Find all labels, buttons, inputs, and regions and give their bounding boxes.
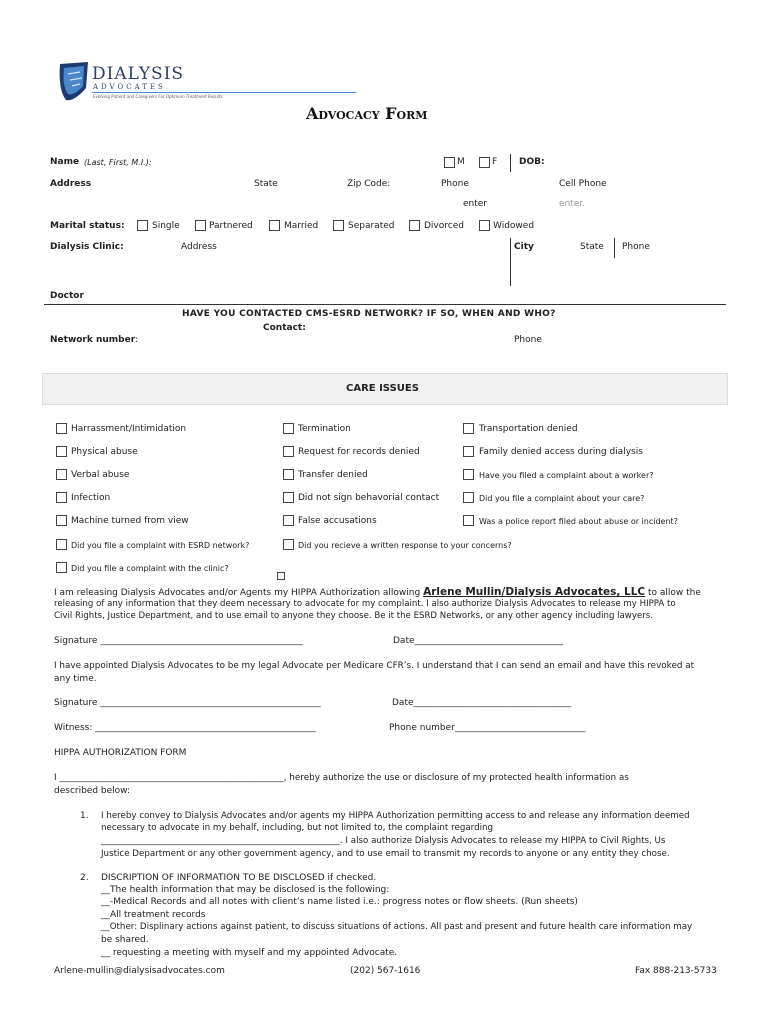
termination-label: Termination bbox=[298, 424, 351, 434]
care-issues-header bbox=[42, 373, 728, 405]
clinic-address-label: Address bbox=[181, 242, 217, 252]
footer-email[interactable]: Arlene-mullin@dialysisadvocates.com bbox=[54, 966, 225, 976]
item-2-line-g: __ requesting a meeting with myself and my appointed Advocate. bbox=[101, 948, 398, 958]
item-1-line-b: necessary to advocate in my behalf, including, but not limited to, the complaint regarding bbox=[101, 823, 494, 833]
widowed-checkbox[interactable] bbox=[479, 220, 490, 231]
care-complaint-label: Did you file a complaint about your care? bbox=[479, 494, 645, 503]
esrd-complaint-label: Did you file a complaint with ESRD network? bbox=[71, 541, 250, 550]
separated-checkbox[interactable] bbox=[333, 220, 344, 231]
cms-question: HAVE YOU CONTACTED CMS-ESRD NETWORK? IF SO, WHEN AND WHO? bbox=[182, 309, 556, 319]
single-label: Single bbox=[152, 221, 180, 231]
rule-doctor bbox=[44, 304, 726, 305]
family-denied-label: Family denied access during dialysis bbox=[479, 447, 643, 457]
cell-label: Cell Phone bbox=[559, 179, 607, 189]
phone-label: Phone bbox=[441, 179, 469, 189]
physical-abuse-label: Physical abuse bbox=[71, 447, 138, 457]
logo-name: DIALYSIS bbox=[92, 64, 185, 84]
single-checkbox[interactable] bbox=[137, 220, 148, 231]
hippa-line-1[interactable]: I ___________________________________________________, hereby authorize the use or disclosure of my protected health information as bbox=[54, 773, 629, 783]
harassment-checkbox[interactable] bbox=[56, 423, 67, 434]
city-divider bbox=[510, 238, 511, 286]
item-1-line-a: I hereby convey to Dialysis Advocates and/or agents my HIPPA Authorization permitting access to and release any information deemed bbox=[101, 811, 690, 821]
zip-label: Zip Code: bbox=[347, 179, 391, 189]
family-denied-checkbox[interactable] bbox=[463, 446, 474, 457]
release-line-1 bbox=[54, 586, 701, 598]
phone-number[interactable]: Phone number_____________________________ bbox=[389, 723, 586, 733]
state-divider bbox=[614, 238, 615, 258]
cms-phone: Phone bbox=[514, 335, 542, 345]
divorced-checkbox[interactable] bbox=[409, 220, 420, 231]
release-line-2: releasing of any information that they deem necessary to advocate for my complaint. I also authorize Dialysis Advocates to release my HIPPA to bbox=[54, 599, 676, 609]
machine-turned-label: Machine turned from view bbox=[71, 516, 189, 526]
network-colon: : bbox=[135, 335, 139, 345]
gender-f-checkbox[interactable] bbox=[479, 157, 490, 168]
item-2-line-e: __Other: Displinary actions against patient, to discuss situations of actions. All past and present and future health care information may bbox=[101, 922, 693, 932]
clinic-phone-label: Phone bbox=[622, 242, 650, 252]
infection-label: Infection bbox=[71, 493, 111, 503]
item-2-line-a: DISCRIPTION OF INFORMATION TO BE DISCLOSED if checked. bbox=[101, 873, 377, 883]
address-label: Address bbox=[50, 179, 92, 189]
clinic-state-label: State bbox=[580, 242, 604, 252]
behavioral-contact-checkbox[interactable] bbox=[283, 492, 294, 503]
advocate-line-1: I have appointed Dialysis Advocates to be my legal Advocate per Medicare CFR’s. I understand that I can send an email and have this revoked at bbox=[54, 661, 695, 671]
date-2[interactable]: Date___________________________________ bbox=[392, 698, 572, 708]
state-label: State bbox=[254, 179, 278, 189]
network-label-text: Network number bbox=[50, 335, 136, 345]
false-accusations-checkbox[interactable] bbox=[283, 515, 294, 526]
item-2-line-f: be shared. bbox=[101, 935, 149, 945]
clinic-label: Dialysis Clinic: bbox=[50, 242, 124, 252]
release-text-a: I am releasing Dialysis Advocates and/or Agents my HIPPA Authorization allowing bbox=[54, 588, 424, 598]
partnered-label: Partnered bbox=[209, 221, 253, 231]
records-denied-checkbox[interactable] bbox=[283, 446, 294, 457]
advocate-line-2: any time. bbox=[54, 674, 97, 684]
records-denied-label: Request for records denied bbox=[298, 447, 420, 457]
release-line-3: Civil Rights, Justice Department, and to use email to anyone they choose. Be it the ESRD Networks, or any other agency including lawyers. bbox=[54, 611, 653, 621]
partnered-checkbox[interactable] bbox=[195, 220, 206, 231]
verbal-abuse-checkbox[interactable] bbox=[56, 469, 67, 480]
widowed-label: Widowed bbox=[493, 221, 535, 231]
termination-checkbox[interactable] bbox=[283, 423, 294, 434]
item-2-line-b: __The health information that may be disclosed is the following: bbox=[101, 885, 390, 895]
dob-divider bbox=[510, 154, 511, 172]
phone-enter[interactable]: enter bbox=[463, 199, 488, 209]
transfer-denied-label: Transfer denied bbox=[298, 470, 368, 480]
signature-2[interactable]: Signature _________________________________________________ bbox=[54, 698, 321, 708]
divorced-label: Divorced bbox=[424, 221, 464, 231]
transportation-checkbox[interactable] bbox=[463, 423, 474, 434]
hippa-line-2: described below: bbox=[54, 786, 131, 796]
physical-abuse-checkbox[interactable] bbox=[56, 446, 67, 457]
gender-m-label: M bbox=[457, 157, 465, 167]
infection-checkbox[interactable] bbox=[56, 492, 67, 503]
gender-m-checkbox[interactable] bbox=[444, 157, 455, 168]
form-title: Advocacy Form bbox=[306, 104, 428, 123]
name-label: Name bbox=[50, 157, 80, 167]
esrd-complaint-checkbox[interactable] bbox=[56, 539, 67, 550]
item-2-number: 2. bbox=[80, 873, 89, 883]
name-hint: (Last, First, M.I.): bbox=[84, 158, 152, 167]
city-label: City bbox=[514, 242, 534, 252]
clinic-complaint-label: Did you file a complaint with the clinic? bbox=[71, 564, 229, 573]
item-1-line-c[interactable]: _______________________________________________________. I also authorize Dialysis Advocates to release my HIPPA to Civil Rights, Us bbox=[101, 836, 666, 846]
logo-rule bbox=[92, 92, 356, 93]
written-response-checkbox[interactable] bbox=[283, 539, 294, 550]
hippa-title: HIPPA AUTHORIZATION FORM bbox=[54, 748, 187, 758]
care-complaint-checkbox[interactable] bbox=[463, 492, 474, 503]
verbal-abuse-label: Verbal abuse bbox=[71, 470, 130, 480]
married-checkbox[interactable] bbox=[269, 220, 280, 231]
network-label bbox=[50, 335, 138, 345]
logo-emblem-icon bbox=[56, 60, 92, 104]
separated-label: Separated bbox=[348, 221, 395, 231]
gender-f-label: F bbox=[492, 157, 498, 167]
item-2-line-c: __-Medical Records and all notes with client’s name listed i.e.: progress notes or flow sheets. (Run sheets) bbox=[101, 897, 578, 907]
machine-turned-checkbox[interactable] bbox=[56, 515, 67, 526]
care-issues-title: CARE ISSUES bbox=[346, 383, 419, 394]
transportation-label: Transportation denied bbox=[479, 424, 578, 434]
false-accusations-label: False accusations bbox=[298, 516, 377, 526]
item-2-line-d: __All treatment records bbox=[101, 910, 206, 920]
footer-phone: (202) 567-1616 bbox=[350, 966, 421, 976]
signature-1[interactable]: Signature _____________________________________________ bbox=[54, 636, 303, 646]
date-1[interactable]: Date_________________________________ bbox=[393, 636, 564, 646]
clinic-complaint-checkbox[interactable] bbox=[56, 562, 67, 573]
transfer-denied-checkbox[interactable] bbox=[283, 469, 294, 480]
worker-complaint-checkbox[interactable] bbox=[463, 469, 474, 480]
logo-tagline: Evolving Patient and Caregivers For Optimum Treatment Results bbox=[93, 94, 223, 99]
witness[interactable]: Witness: _________________________________________________ bbox=[54, 723, 316, 733]
item-1-number: 1. bbox=[80, 811, 89, 821]
logo-sub: ADVOCATES bbox=[93, 83, 166, 91]
footer-fax: Fax 888-213-5733 bbox=[635, 966, 717, 976]
worker-complaint-label: Have you filed a complaint about a worker? bbox=[479, 471, 654, 480]
police-report-label: Was a police report filed about abuse or incident? bbox=[479, 517, 678, 526]
doctor-label: Doctor bbox=[50, 291, 84, 301]
cms-contact: Contact: bbox=[263, 323, 306, 333]
release-name: Arlene Mullin/Dialysis Advocates, LLC bbox=[423, 586, 646, 598]
extra-checkbox[interactable] bbox=[277, 572, 285, 580]
written-response-label: Did you recieve a written response to your concerns? bbox=[298, 541, 512, 550]
married-label: Married bbox=[284, 221, 319, 231]
police-report-checkbox[interactable] bbox=[463, 515, 474, 526]
marital-label: Marital status: bbox=[50, 221, 125, 231]
cell-enter[interactable]: enter. bbox=[559, 199, 586, 209]
item-1-line-d: Justice Department or any other government agency, and to use email to transmit my records to anyone or any entity they chose. bbox=[101, 849, 670, 859]
harassment-label: Harrassment/Intimidation bbox=[71, 424, 187, 434]
release-text-b: to allow the bbox=[645, 588, 701, 598]
dob-label: DOB: bbox=[519, 157, 545, 167]
behavioral-contact-label: Did not sign behavorial contact bbox=[298, 493, 440, 503]
